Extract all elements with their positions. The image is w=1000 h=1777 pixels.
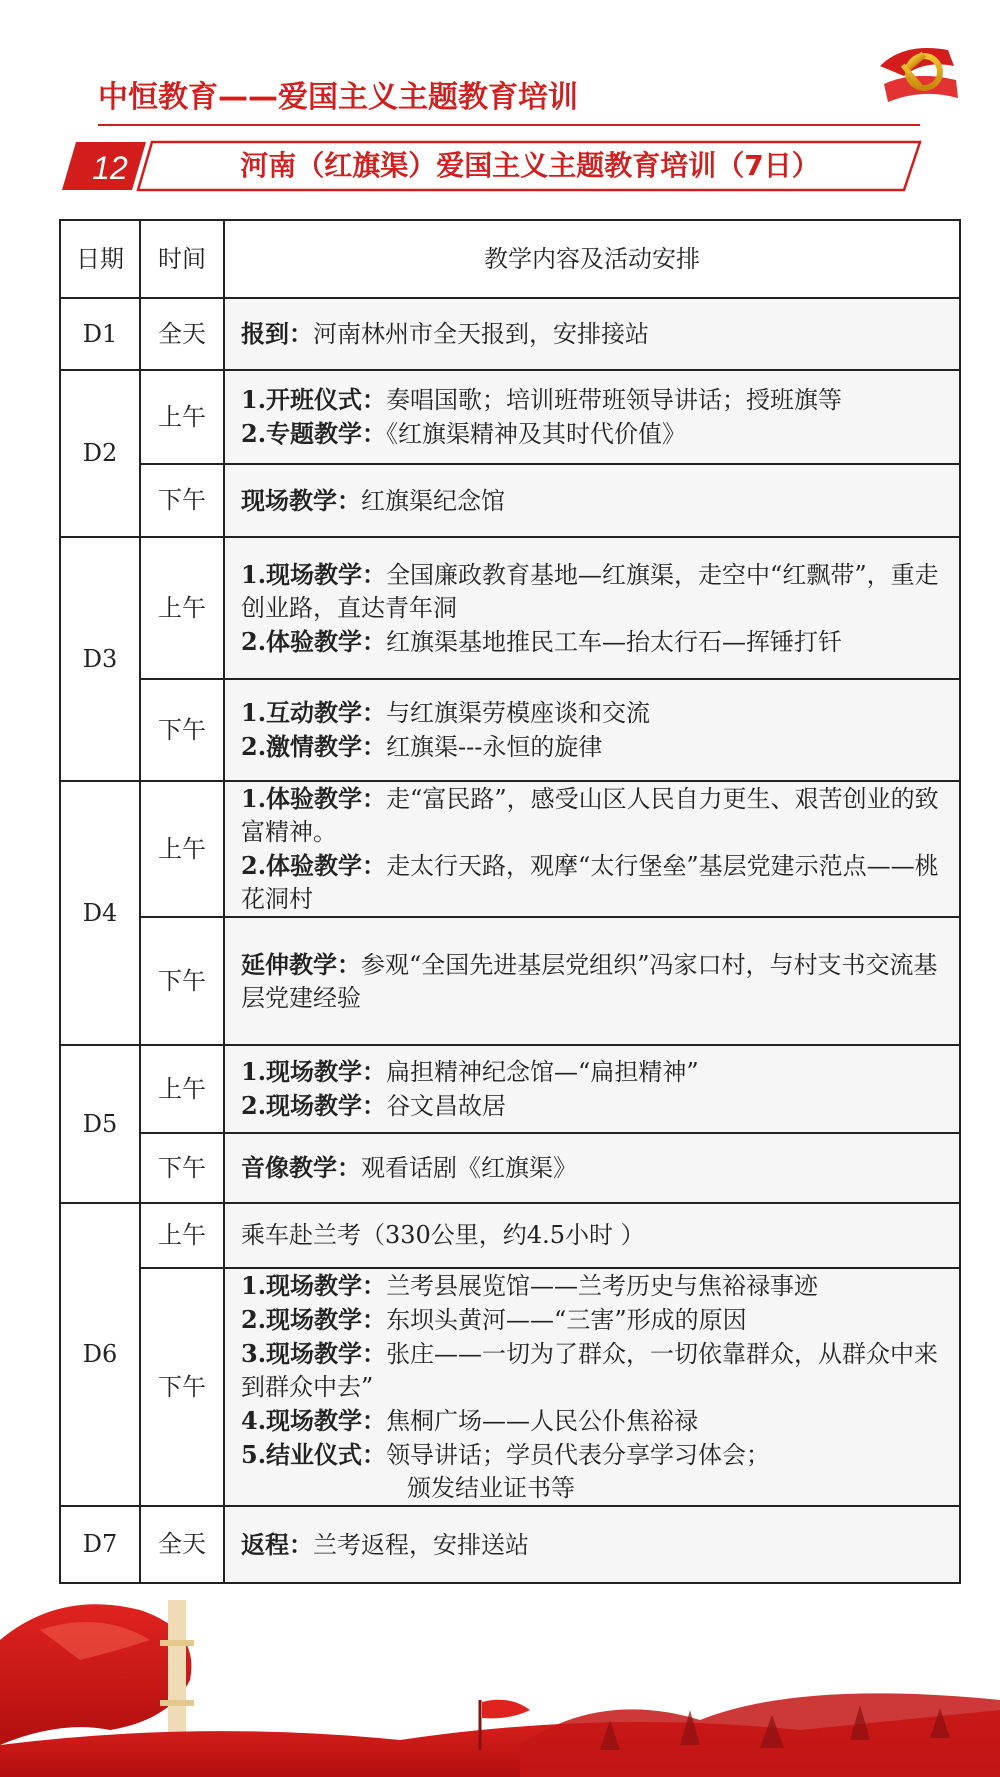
content-cell <box>224 1133 960 1203</box>
time-cell: 上午 <box>140 537 224 679</box>
time-cell: 上午 <box>140 781 224 917</box>
activity-line: 2.体验教学：走太行天路，观摩“太行堡垒”基层党建示范点——桃花洞村 <box>241 851 939 913</box>
header-time: 时间 <box>140 220 224 298</box>
time-cell: 上午 <box>140 370 224 464</box>
time-cell: 下午 <box>140 917 224 1045</box>
day-cell: D5 <box>60 1045 140 1203</box>
day-cell: D6 <box>60 1203 140 1506</box>
table-row <box>60 1268 960 1506</box>
time-cell: 下午 <box>140 679 224 781</box>
activity-line: 1.现场教学：扁担精神纪念馆—“扁担精神” <box>241 1057 699 1086</box>
activity-line: 2.现场教学：谷文昌故居 <box>241 1091 507 1120</box>
table-row <box>60 917 960 1045</box>
table-row <box>60 1045 960 1133</box>
content-cell <box>224 464 960 537</box>
time-cell: 全天 <box>140 1506 224 1583</box>
activity-line: 1.开班仪式：奏唱国歌；培训班带班领导讲话；授班旗等 <box>241 385 843 414</box>
day-cell: D2 <box>60 370 140 537</box>
header-content: 教学内容及活动安排 <box>224 220 960 298</box>
time-cell: 下午 <box>140 1268 224 1506</box>
footer-flag-decoration <box>0 1570 1000 1777</box>
activity-line: 1.现场教学：兰考县展览馆——兰考历史与焦裕禄事迹 <box>241 1271 819 1300</box>
activity-line: 延伸教学：参观“全国先进基层党组织”冯家口村，与村支书交流基层党建经验 <box>241 949 938 1012</box>
hammer-sickle-emblem-icon <box>874 36 960 116</box>
content-cell <box>224 1045 960 1133</box>
schedule-table <box>59 219 961 1584</box>
activity-line: 1.现场教学：全国廉政教育基地—红旗渠，走空中“红飘带”，重走创业路，直达青年洞 <box>241 559 939 622</box>
activity-line: 2.体验教学：红旗渠基地推民工车—抬太行石—挥锤打钎 <box>241 626 843 656</box>
time-cell: 上午 <box>140 1045 224 1133</box>
activity-line: 3.现场教学：张庄——一切为了群众，一切依靠群众，从群众中来到群众中去” <box>241 1339 939 1401</box>
content-cell <box>224 537 960 679</box>
section-title: 河南（红旗渠）爱国主义主题教育培训（7日） <box>240 149 820 182</box>
content-cell <box>224 781 960 917</box>
activity-line: 1.互动教学：与红旗渠劳模座谈和交流 <box>241 698 651 727</box>
section-number: 12 <box>92 150 128 186</box>
table-row <box>60 1203 960 1268</box>
table-row <box>60 1133 960 1203</box>
time-cell: 上午 <box>140 1203 224 1268</box>
table-row <box>60 370 960 464</box>
activity-line: 2.现场教学：东坝头黄河——“三害”形成的原因 <box>241 1305 747 1334</box>
content-cell <box>224 1268 960 1506</box>
activity-line: 乘车赴兰考（330公里，约4.5小时 ） <box>241 1221 645 1249</box>
activity-line: 2.专题教学：《红旗渠精神及其时代价值》 <box>241 419 687 448</box>
activity-line: 返程：兰考返程，安排送站 <box>241 1529 529 1559</box>
time-cell: 全天 <box>140 298 224 370</box>
table-row <box>60 781 960 917</box>
content-cell <box>224 917 960 1045</box>
content-cell <box>224 1203 960 1268</box>
day-cell: D3 <box>60 537 140 781</box>
table-row <box>60 537 960 679</box>
time-cell: 下午 <box>140 464 224 537</box>
activity-line: 现场教学：红旗渠纪念馆 <box>241 485 505 515</box>
content-cell <box>224 679 960 781</box>
activity-line: 音像教学：观看话剧《红旗渠》 <box>241 1153 577 1182</box>
content-cell <box>224 298 960 370</box>
table-row <box>60 298 960 370</box>
activity-continuation: 颁发结业证书等 <box>407 1474 575 1502</box>
activity-line: 4.现场教学：焦桐广场——人民公仆焦裕禄 <box>241 1406 699 1435</box>
table-row <box>60 679 960 781</box>
day-cell: D4 <box>60 781 140 1045</box>
day-cell: D7 <box>60 1506 140 1583</box>
activity-line: 报到：河南林州市全天报到，安排接站 <box>241 319 649 348</box>
header-date: 日期 <box>60 220 140 298</box>
header-title: 中恒教育——爱国主义主题教育培训 <box>98 80 578 115</box>
header-divider <box>98 124 920 126</box>
activity-line: 1.体验教学：走“富民路”，感受山区人民自力更生、艰苦创业的致富精神。 <box>241 784 939 846</box>
day-cell: D1 <box>60 298 140 370</box>
activity-line: 2.激情教学：红旗渠---永恒的旋律 <box>241 732 603 761</box>
time-cell: 下午 <box>140 1133 224 1203</box>
activity-line: 5.结业仪式：领导讲话；学员代表分享学习体会； <box>241 1440 771 1469</box>
table-header-row <box>60 220 960 298</box>
table-row <box>60 464 960 537</box>
content-cell <box>224 370 960 464</box>
